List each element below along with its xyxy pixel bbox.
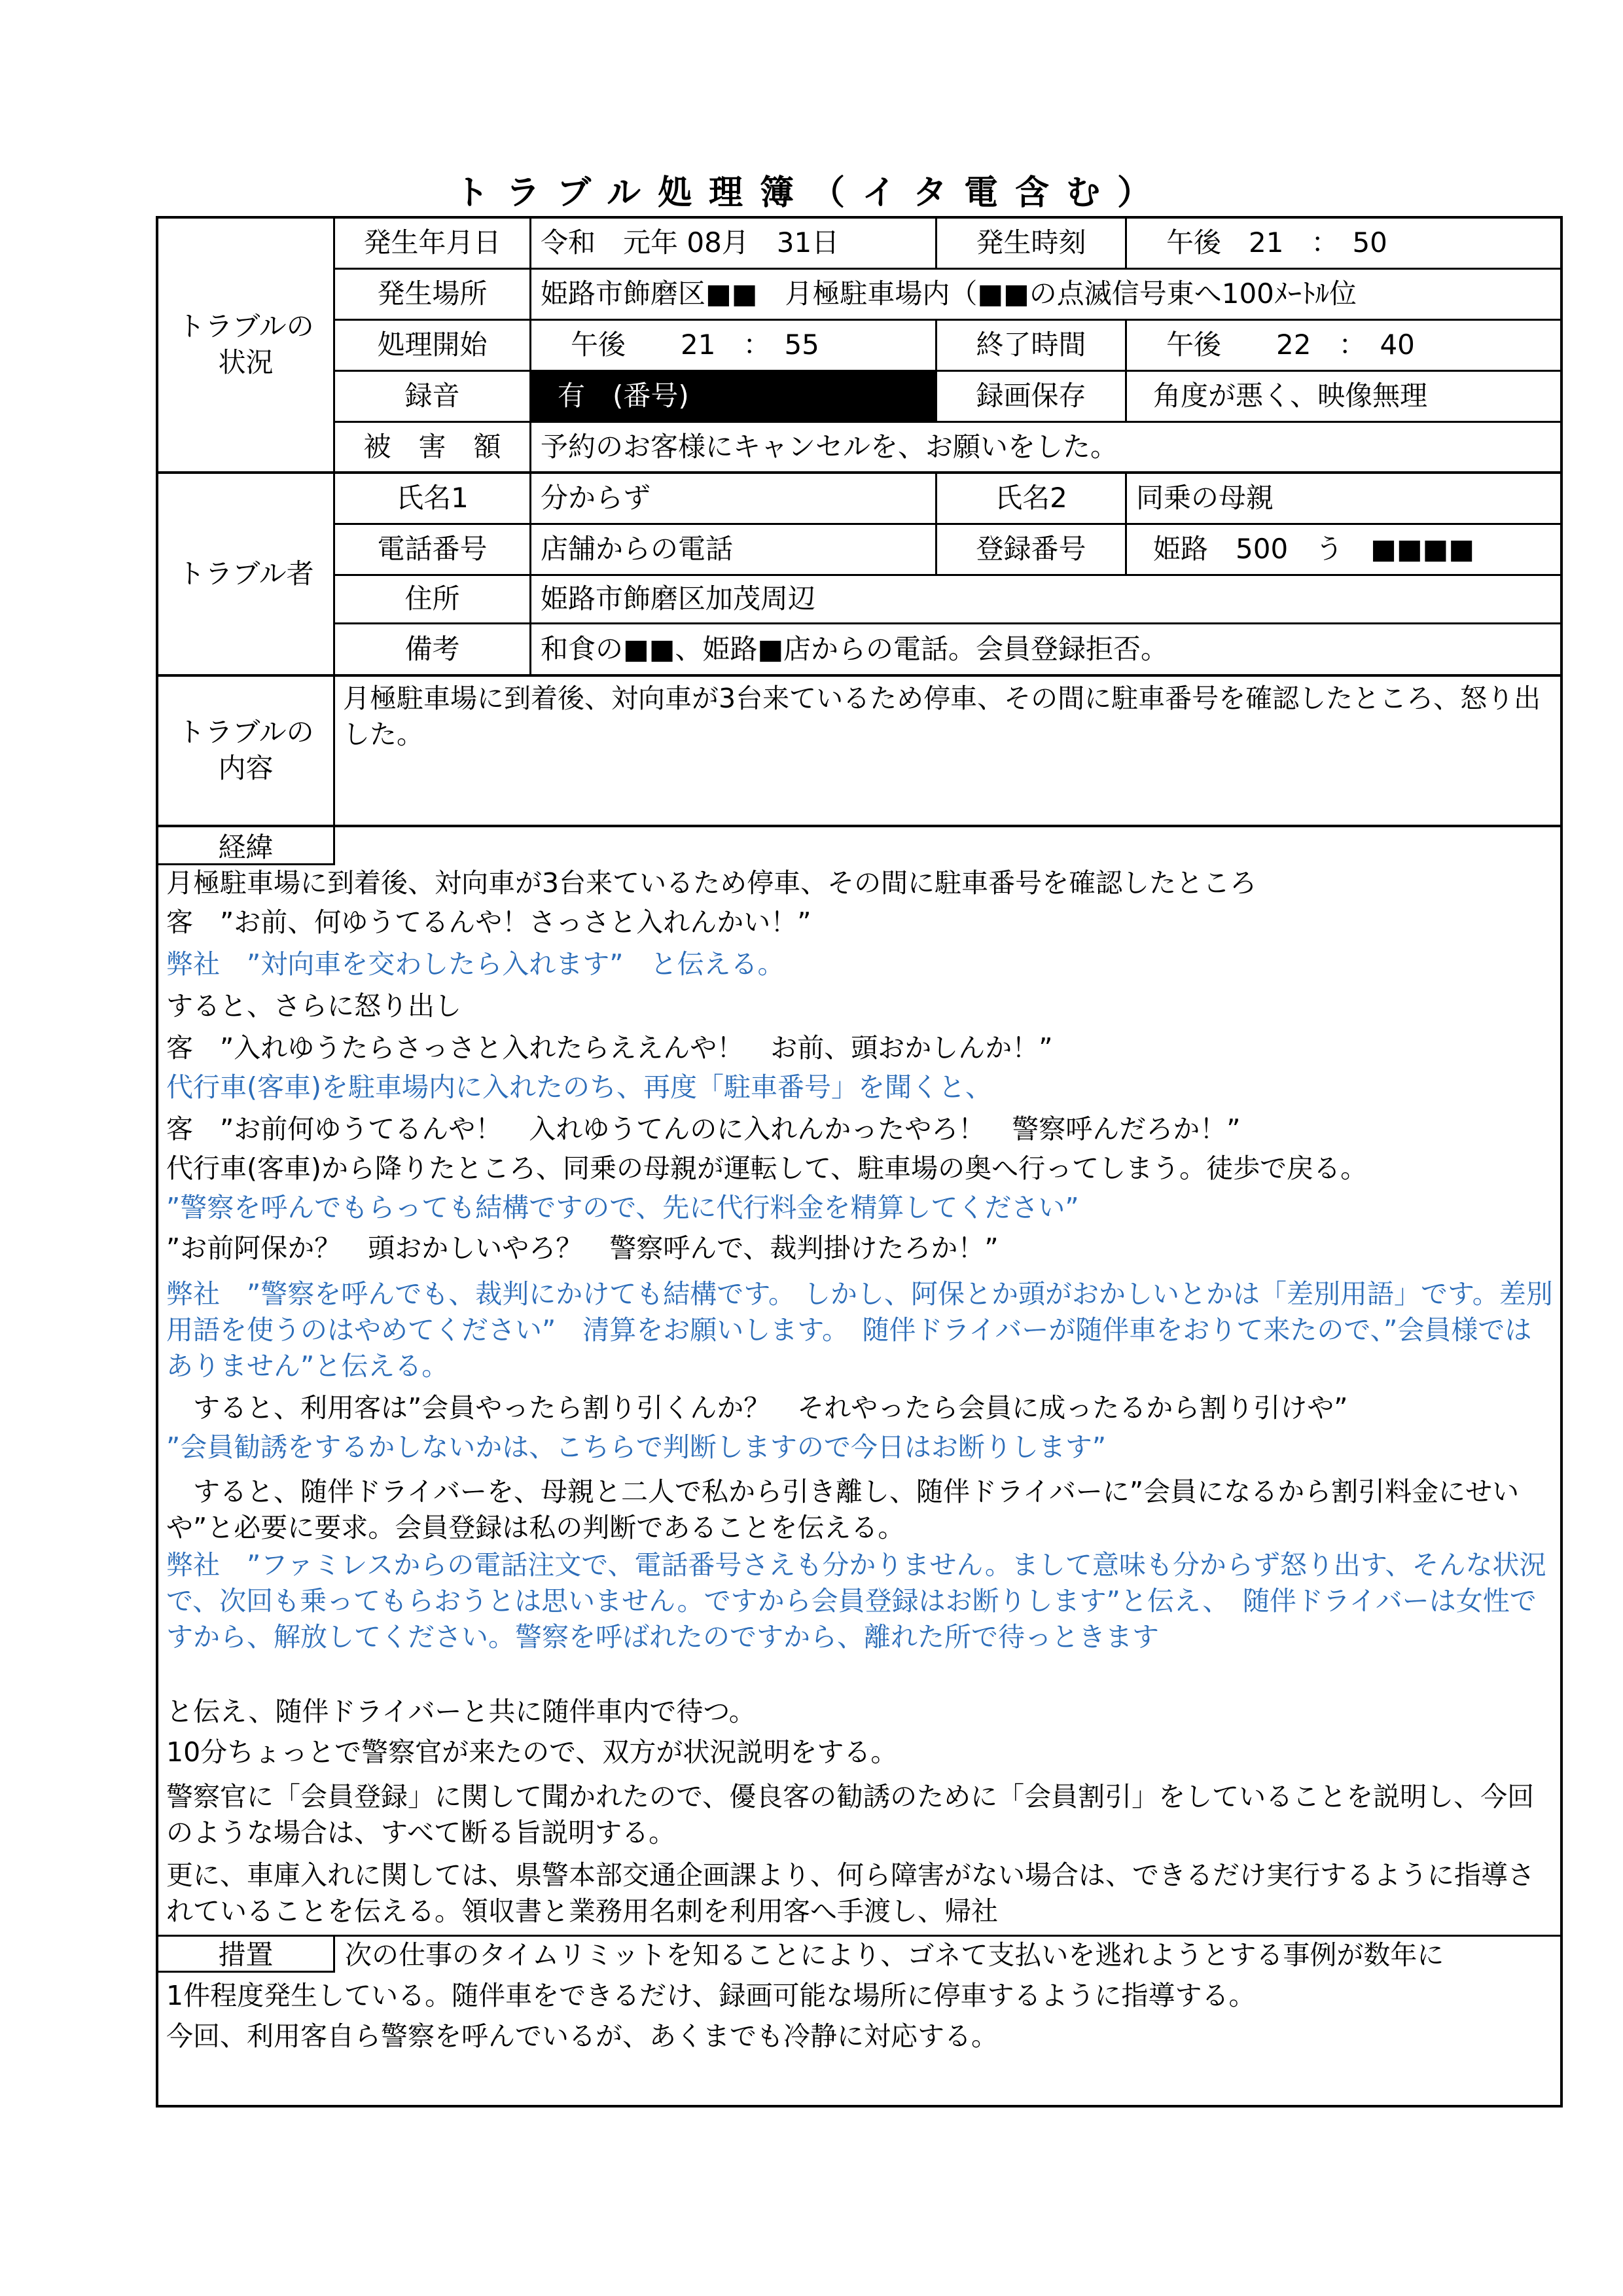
trouble-form	[156, 216, 1563, 2108]
history-line-8: 代行車(客車)から降りたところ、同乗の母親が運転して、駐車場の奥へ行ってしまう。徒歩で戻る。	[166, 1153, 1368, 1184]
content-text: 月極駐車場に到着後、対向車が3台来ているため停車、その間に駐車番号を確認したところ、怒り出した。	[343, 683, 1541, 750]
note-value: 和食の■■、姫路■店からの電話。会員登録拒否。	[531, 624, 1563, 677]
history-line-4: すると、さらに怒り出し	[166, 990, 461, 1022]
history-line-9: ”警察を呼んでもらっても結構ですので、先に代行料金を精算してください”	[166, 1192, 1079, 1223]
measures-label: 措置	[158, 1935, 335, 1973]
address-label: 住所	[335, 576, 531, 624]
history-line-5: 客 ”入れゆうたらさっさと入れたらええんや！ お前、頭おかしんか！”	[166, 1032, 1053, 1064]
recording-label: 録音	[335, 372, 531, 423]
damage-value: 予約のお客様にキャンセルを、お願いをした。	[531, 423, 1563, 474]
measures-divider	[158, 1935, 1563, 1937]
history-line-6: 代行車(客車)を駐車場内に入れたのち、再度「駐車番号」を聞くと、	[166, 1071, 992, 1103]
name2-value: 同乗の母親	[1127, 474, 1563, 525]
measures-line-3: 今回、利用客自ら警察を呼んでいるが、あくまでも冷静に対応する。	[166, 2020, 998, 2052]
start-label: 処理開始	[335, 321, 531, 372]
history-line-18: 警察官に「会員登録」に関して聞かれたので、優良客の勧誘のために「会員割引」をしていることを説明し、今回のような場合は、すべて断る旨説明する。	[166, 1781, 1535, 1848]
end-value: 午後 22 ： 40	[1127, 321, 1563, 372]
name2-label: 氏名2	[937, 474, 1127, 525]
place-label: 発生場所	[335, 270, 531, 321]
damage-label: 被 害 額	[335, 423, 531, 474]
history-line-13: ”会員勧誘をするかしないかは、こちらで判断しますので今日はお断りします”	[166, 1431, 1107, 1463]
history-line-16: と伝え、随伴ドライバーと共に随伴車内で待つ。	[166, 1696, 756, 1727]
phone-label: 電話番号	[335, 525, 531, 576]
place-value: 姫路市飾磨区■■ 月極駐車場内（■■の点滅信号東へ100ﾒｰﾄﾙ位	[531, 270, 1563, 321]
time-label: 発生時刻	[937, 219, 1127, 270]
history-line-15: 弊社 ”ファミレスからの電話注文で、電話番号さえも分かりません。まして意味も分からず怒り出す、そんな状況で、次回も乗ってもらおうとは思いません。ですから会員登録はお断りします”と伝え、 随伴ドライバーは女性ですから、解放してください。警察を呼ばれたのですから、離れた所で待っときます	[166, 1549, 1546, 1653]
video-label: 録画保存	[937, 372, 1127, 423]
person-section-label: トラブル者	[158, 474, 335, 677]
measures-line-1: 次の仕事のタイムリミットを知ることにより、ゴネて支払いを逃れようとする事例が数年に	[345, 1939, 1444, 1971]
measures-line-2: 1件程度発生している。随伴車をできるだけ、録画可能な場所に停車するように指導する。	[166, 1980, 1256, 2011]
name1-label: 氏名1	[335, 474, 531, 525]
address-value: 姫路市飾磨区加茂周辺	[531, 576, 1563, 624]
history-line-19: 更に、車庫入れに関しては、県警本部交通企画課より、何ら障害がない場合は、できるだけ実行するように指導されていることを伝える。領収書と業務用名刺を利用客へ手渡し、帰社	[166, 1859, 1535, 1927]
status-section-label: トラブルの 状況	[158, 219, 335, 474]
history-line-12: すると、利用客は”会員やったら割り引くんか？ それやったら会員に成ったるから割り引けや”	[166, 1392, 1348, 1424]
history-line-11: 弊社 ”警察を呼んでも、裁判にかけても結構です。 しかし、阿保とか頭がおかしいとかは「差別用語」です。差別用語を使うのはやめてください” 清算をお願いします。 随伴ドライバーが随伴車をおりて来たので、”会員様ではありません”と伝える。	[166, 1278, 1553, 1382]
recording-value: 有 (番号)	[531, 372, 937, 423]
history-line-17: 10分ちょっとで警察官が来たので、双方が状況説明をする。	[166, 1736, 898, 1768]
history-line-3: 弊社 ”対向車を交わしたら入れます” と伝える。	[166, 948, 785, 980]
date-value: 令和 元年 08月 31日	[531, 219, 937, 270]
registration-value: 姫路 500 う ■■■■	[1127, 525, 1563, 576]
note-label: 備考	[335, 624, 531, 677]
start-value: 午後 21 ： 55	[531, 321, 937, 372]
time-value: 午後 21 ： 50	[1127, 219, 1563, 270]
name1-value: 分からず	[531, 474, 937, 525]
history-line-2: 客 ”お前、何ゆうてるんや！さっさと入れんかい！”	[166, 906, 812, 938]
video-value: 角度が悪く、映像無理	[1127, 372, 1563, 423]
date-label: 発生年月日	[335, 219, 531, 270]
registration-label: 登録番号	[937, 525, 1127, 576]
page-title: トラブル処理簿（イタ電含む）	[455, 173, 1168, 213]
history-label: 経緯	[158, 827, 335, 865]
history-line-1: 月極駐車場に到着後、対向車が3台来ているため停車、その間に駐車番号を確認したところ	[166, 867, 1257, 899]
history-line-10: ”お前阿保か？ 頭おかしいやろ？ 警察呼んで、裁判掛けたろか！”	[166, 1232, 999, 1264]
content-section-label: トラブルの 内容	[158, 677, 335, 827]
end-label: 終了時間	[937, 321, 1127, 372]
content-box	[335, 677, 1563, 827]
history-line-14: すると、随伴ドライバーを、母親と二人で私から引き離し、随伴ドライバーに”会員になるから割引料金にせいや”と必要に要求。会員登録は私の判断であることを伝える。	[166, 1476, 1520, 1543]
history-line-7: 客 ”お前何ゆうてるんや！ 入れゆうてんのに入れんかったやろ！ 警察呼んだろか！”	[166, 1113, 1241, 1145]
phone-value: 店舗からの電話	[531, 525, 937, 576]
